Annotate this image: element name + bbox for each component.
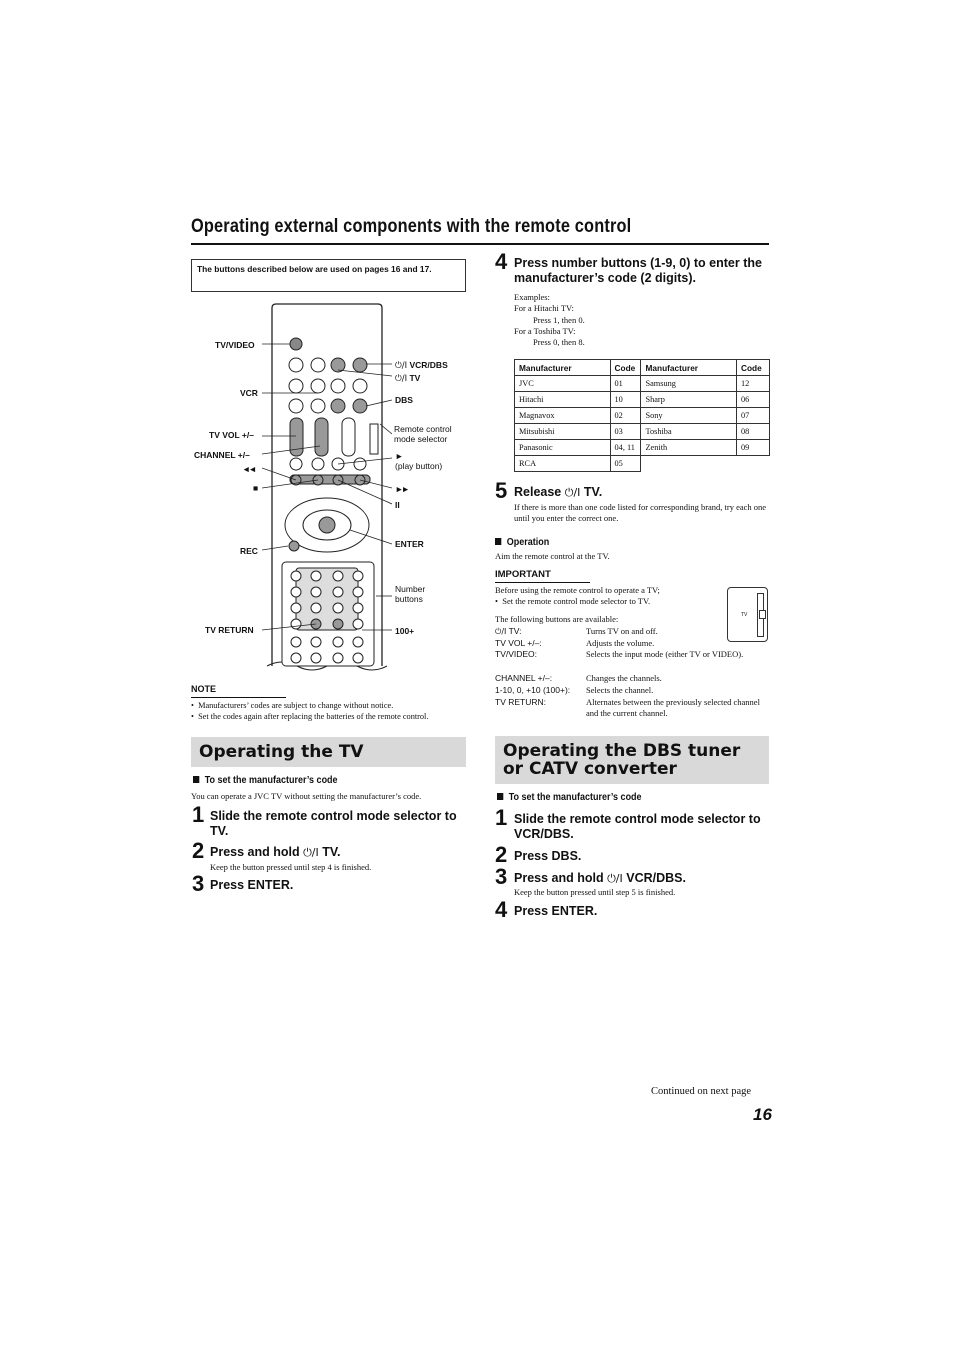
square-bullet-icon [193,776,199,783]
button-key: TV/VIDEO: [495,649,538,659]
stop-icon: ■ [253,483,259,493]
label-enter: ENTER [395,539,424,549]
table-row [515,408,770,424]
tv-step-1: Slide the remote control mode selector to TV. [210,809,457,838]
table-header-row [515,360,770,376]
button-desc: Alternates between the previously selected channel and the current channel. [586,697,760,718]
play-icon: ► [395,451,404,461]
tv-step-2-number: 2 [192,838,205,863]
square-bullet-icon [497,793,503,800]
table-header: Code [610,360,641,376]
table-cell: 09 [737,440,770,456]
note-heading: NOTE [191,684,217,694]
table-header: Manufacturer [641,360,737,376]
dbs-step-1-number: 1 [495,805,508,830]
button-key: TV VOL +/–: [495,638,542,648]
examples-label: Examples: [514,292,550,302]
switch-knob [759,610,766,619]
square-bullet-icon [495,538,501,545]
dbs-step-2: Press DBS. [514,849,582,863]
table-cell: 04, 11 [610,440,641,456]
dbs-step-4: Press ENTER. [514,904,598,918]
table-row [515,456,770,472]
table-cell: 02 [610,408,641,424]
label-play: (play button) [395,461,443,471]
step-4-number: 4 [495,249,508,274]
power-icon: ⏻/I [495,627,507,636]
table-row [515,392,770,408]
operation-subhead: Operation [495,537,549,548]
page-number: 16 [753,1105,772,1124]
table-cell: Toshiba [641,424,737,440]
table-cell: Mitsubishi [515,424,611,440]
table-cell: Sony [641,408,737,424]
page-title: Operating external components with the remote control [191,216,632,237]
note-item: • Set the codes again after replacing the batteries of the remote control. [191,712,429,721]
fast-forward-icon: ►► [395,484,408,494]
dbs-step-3: Press and hold ⏻/I VCR/DBS. [514,871,686,885]
button-desc: Turns TV on and off. [586,626,658,636]
power-icon: ⏻/I [607,872,623,885]
label-tv-video: TV/VIDEO [215,340,255,350]
button-key: 1-10, 0, +10 (100+): [495,685,571,695]
table-header: Code [737,360,770,376]
tv-step-1-number: 1 [192,802,205,827]
manufacturer-code-table [514,359,770,472]
power-icon: ⏻/I [564,486,581,499]
table-row [515,440,770,456]
power-icon: ⏻/I [395,361,408,371]
note-rule [191,697,286,698]
continued-text: Continued on next page [651,1086,752,1097]
table-cell: 06 [737,392,770,408]
button-key: TV RETURN: [495,697,546,707]
example-2-label: For a Toshiba TV: [514,326,576,336]
tv-subhead: To set the manufacturer’s code [193,775,338,786]
table-cell: 12 [737,376,770,392]
following-buttons: The following buttons are available: [495,614,619,624]
rewind-icon: ◄◄ [242,464,255,474]
note-item: • Manufacturers’ codes are subject to change without notice. [191,701,394,710]
table-row [515,376,770,392]
button-desc: Selects the channel. [586,685,654,695]
important-rule [495,582,590,583]
section-operating-tv: Operating the TV [191,737,466,767]
label-channel: CHANNEL +/– [194,450,250,460]
table-cell-empty [737,456,770,472]
note-list [191,700,471,722]
step-4: Press number buttons (1-9, 0) to enter the manufacturer’s code (2 digits). [514,256,762,285]
remote-number-pad [282,562,374,666]
button-desc: Selects the input mode (either TV or VIDEO). [586,649,744,659]
table-cell: Samsung [641,376,737,392]
label-tv-vol: TV VOL +/– [209,430,254,440]
label-number-buttons: Number buttons [395,584,426,604]
label-vcr: VCR [240,388,258,398]
info-box: The buttons described below are used on pages 16 and 17. [191,259,466,292]
table-cell: Sharp [641,392,737,408]
power-icon: ⏻/I [395,374,408,384]
step-5-number: 5 [495,478,508,503]
table-row [515,424,770,440]
tv-step-2: Press and hold ⏻/I TV. [210,845,341,859]
dbs-step-2-number: 2 [495,842,508,867]
dbs-step-3-number: 3 [495,864,508,889]
pause-icon: II [395,500,400,510]
power-icon: ⏻/I [303,846,319,859]
table-header: Manufacturer [515,360,611,376]
table-cell: RCA [515,456,611,472]
remote-top-buttons [285,338,378,552]
table-cell: 08 [737,424,770,440]
button-key: ⏻/I TV: [495,626,522,636]
label-dbs: DBS [395,395,413,405]
table-cell: 05 [610,456,641,472]
dbs-step-3-note: Keep the button pressed until step 5 is finished. [514,887,676,897]
step-5-note: If there is more than one code listed for corresponding brand, try each one until you enter the correct one. [514,502,767,523]
tv-step-3: Press ENTER. [210,878,294,892]
table-cell: 01 [610,376,641,392]
label-power-vcrdbs: ⏻/I VCR/DBS [395,360,448,371]
example-2: Press 0, then 8. [533,337,585,347]
title-rule [191,243,769,245]
tv-intro: You can operate a JVC TV without setting the manufacturer’s code. [191,791,422,801]
example-1-label: For a Hitachi TV: [514,303,574,313]
table-cell: 07 [737,408,770,424]
label-rec: REC [240,546,258,556]
important-line-2: • Set the remote control mode selector to TV. [495,596,651,606]
table-cell: 10 [610,392,641,408]
label-power-tv: ⏻/I TV [395,373,421,384]
label-tv-return: TV RETURN [205,625,254,635]
button-desc: Adjusts the volume. [586,638,655,648]
step-5: Release ⏻/I TV. [514,485,603,499]
table-cell: Zenith [641,440,737,456]
important-heading: IMPORTANT [495,569,551,580]
example-1: Press 1, then 0. [533,315,585,325]
label-100plus: 100+ [395,626,415,636]
table-cell: 03 [610,424,641,440]
dbs-subhead: To set the manufacturer’s code [497,792,642,803]
dbs-step-4-number: 4 [495,897,508,922]
label-mode-selector: Remote control mode selector [394,424,452,444]
table-cell-empty [641,456,737,472]
table-cell: JVC [515,376,611,392]
remote-control-illustration [262,300,392,672]
table-cell: Magnavox [515,408,611,424]
operation-text: Aim the remote control at the TV. [495,551,610,561]
button-desc: Changes the channels. [586,673,662,683]
tv-step-2-note: Keep the button pressed until step 4 is finished. [210,862,372,872]
important-line-1: Before using the remote control to operate a TV; [495,585,660,595]
section-operating-dbs: Operating the DBS tuner or CATV converter [495,736,769,784]
switch-label: TV [741,612,748,618]
table-cell: Panasonic [515,440,611,456]
dbs-step-1: Slide the remote control mode selector to VCR/DBS. [514,812,761,841]
tv-step-3-number: 3 [192,871,205,896]
table-cell: Hitachi [515,392,611,408]
button-key: CHANNEL +/–: [495,673,553,683]
